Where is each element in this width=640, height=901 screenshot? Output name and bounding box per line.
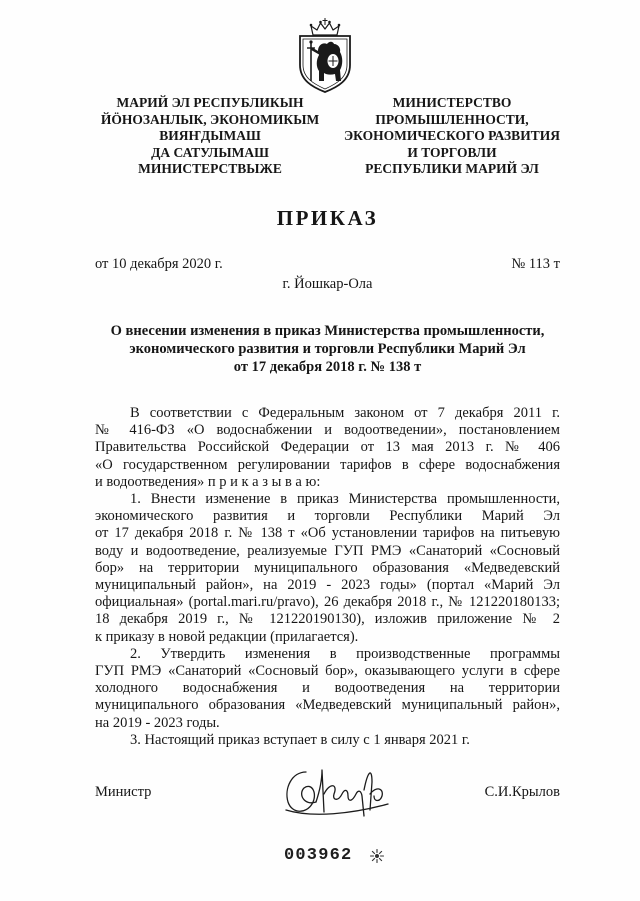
body-line: муниципальный район», на 2019 - 2023 годы» (портал «Марий Эл [95, 577, 560, 594]
body-line: 2. Утвердить изменения в производственные программы [130, 645, 560, 662]
body-line: на 2019 - 2023 годы. [95, 714, 220, 731]
header-right-line: ЭКОНОМИЧЕСКОГО РАЗВИТИЯ [344, 128, 560, 144]
paragraph [95, 405, 560, 491]
body-line: Правительства Российской Федерации от 13 мая 2013 г. № 406 [95, 439, 560, 456]
body-line: 18 декабря 2019 г., № 121220190130), изложив приложение № 2 [95, 611, 560, 628]
header-left-mari [85, 95, 335, 178]
body-line: 1. Внести изменение в приказ Министерства промышленности, [130, 491, 560, 508]
title-line: от 17 декабря 2018 г. № 138 т [233, 359, 422, 375]
body-line: 3. Настоящий приказ вступает в силу с 1 января 2021 г. [130, 731, 470, 748]
coat-of-arms-icon [296, 17, 354, 93]
header-left-line: ЙӦНОЗАНЛЫК, ЭКОНОМИКЫМ [100, 111, 320, 127]
paragraph [95, 732, 560, 749]
body-line: и водоотведения» п р и к а з ы в а ю: [95, 473, 321, 490]
body-line: от 17 декабря 2018 г. № 138 т «Об установлении тарифов на питьевую [95, 525, 560, 542]
body-line: воду и водоотведение, реализуемые ГУП РМЭ «Санаторий «Сосновый [95, 542, 560, 559]
serial-number: 003962 [284, 846, 353, 865]
title-line: О внесении изменения в приказ Министерства промышленности, [110, 323, 545, 339]
document-city: г. Йошкар-Ола [282, 276, 373, 292]
body-line: официальная» (portal.mari.ru/pravo), 26 декабря 2018 г., № 121220180133; [95, 594, 560, 611]
document-date: от 10 декабря 2020 г. [95, 256, 223, 272]
handwritten-signature-icon [282, 760, 394, 826]
seal-mark-icon [370, 849, 384, 863]
header-left-line: ВИЯҤДЫМАШ [159, 128, 261, 144]
paragraph [95, 491, 560, 646]
body-line: холодного водоснабжения и водоотведения на территории [95, 680, 560, 697]
body-line: В соответствии с Федеральным законом от 7 декабря 2011 г. [130, 405, 560, 421]
header-right-line: МИНИСТЕРСТВО [392, 95, 512, 110]
body-line: ГУП РМЭ «Санаторий «Сосновый бор», оказывающего услуги в сфере [95, 663, 560, 680]
body-line: бор» на территории муниципального образования «Медведевский [95, 559, 560, 576]
document-body [95, 405, 560, 749]
header-left-line: ДА САТУЛЫМАШ [151, 144, 269, 160]
header-right-line: РЕСПУБЛИКИ МАРИЙ ЭЛ [365, 161, 539, 177]
header-right-line: И ТОРГОВЛИ [407, 144, 497, 160]
body-line: № 416-ФЗ «О водоснабжении и водоотведении», постановлением [95, 422, 560, 439]
document-title [95, 322, 560, 376]
title-line: экономического развития и торговли Республики Марий Эл [129, 341, 526, 357]
signatory-name: С.И.Крылов [484, 784, 560, 800]
header-left-line: МАРИЙ ЭЛ РЕСПУБЛИКЫН [116, 95, 304, 110]
document-number: № 113 т [511, 256, 560, 272]
body-line: «О государственном регулировании тарифов в сфере водоснабжения [95, 456, 560, 473]
header-left-line: МИНИСТЕРСТВЫЖЕ [138, 161, 282, 177]
body-line: к приказу в новой редакции (прилагается). [95, 628, 359, 645]
document-type-heading: ПРИКАЗ [276, 206, 379, 230]
body-line: муниципального образования «Медведевский муниципальный район», [95, 697, 560, 714]
header-right-russian [336, 95, 568, 178]
paragraph [95, 646, 560, 732]
header-right-line: ПРОМЫШЛЕННОСТИ, [375, 111, 529, 127]
body-line: экономического развития и торговли Республики Марий Эл [95, 508, 560, 525]
signatory-position: Министр [95, 784, 152, 800]
